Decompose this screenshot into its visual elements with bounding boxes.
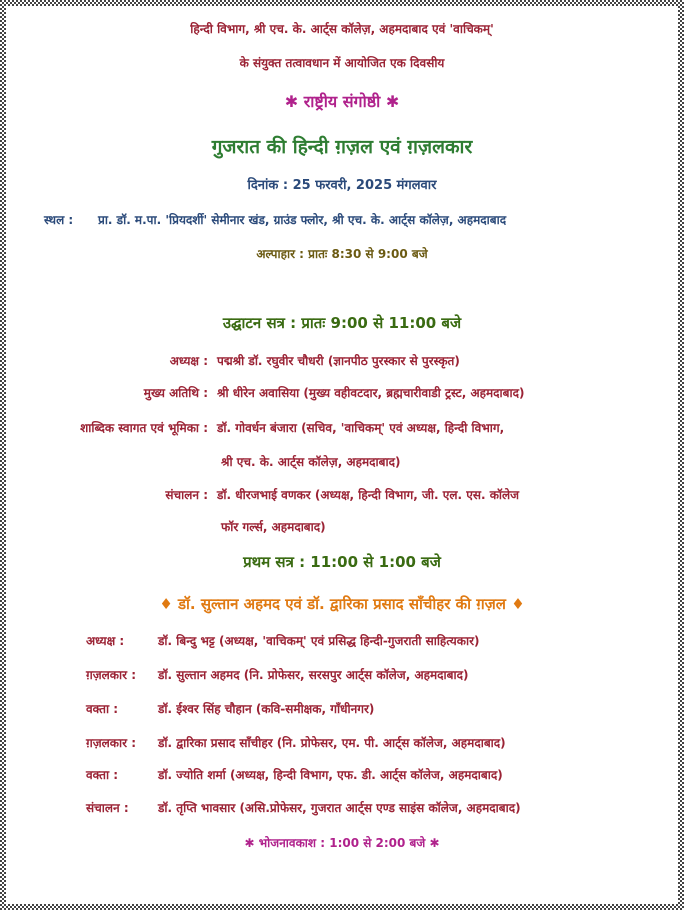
row-label: संचालन : (165, 488, 208, 502)
session-row-value: डॉ. ईश्वर सिंह चौहान (कवि-समीक्षक, गाँधीनगर) (158, 702, 375, 716)
venue-text: प्रा. डॉ. म.पा. 'प्रियदर्शी' सेमीनार खंड, ग्राउंड फ्लोर, श्री एच. के. आर्ट्स कॉलेज़, अहमदाबाद (98, 213, 507, 227)
session-row-value: डॉ. बिन्दु भट्ट (अध्यक्ष, 'वाचिकम्' एवं प्रसिद्ध हिन्दी-गुजराती साहित्यकार) (158, 634, 480, 648)
inaugural-session-heading: उद्घाटन सत्र : प्रातः 9:00 से 11:00 बजे (222, 314, 462, 332)
session-row-value: डॉ. द्वारिका प्रसाद साँचीहर (नि. प्रोफेसर, एम. पी. आर्ट्स कॉलेज, अहमदाबाद) (158, 736, 506, 750)
row-label: मुख्य अतिथि : (143, 386, 208, 400)
asterisk-icon: ✱ (429, 836, 440, 850)
diamond-icon: ♦ (159, 595, 173, 613)
row-value: डॉ. गोवर्धन बंजारा (सचिव, 'वाचिकम्' एवं अध्यक्ष, हिन्दी विभाग, (217, 421, 505, 435)
asterisk-icon: ✱ (385, 92, 400, 111)
first-session-title-text: डॉ. सुल्तान अहमद एवं डॉ. द्वारिका प्रसाद साँचीहर की ग़ज़ल (178, 595, 506, 613)
inaugural-row-anchor-cont: फॉर गर्ल्स, अहमदाबाद) (221, 520, 326, 534)
asterisk-icon: ✱ (244, 836, 255, 850)
first-session-heading: प्रथम सत्र : 11:00 से 1:00 बजे (243, 553, 441, 571)
row-value: पद्मश्री डॉ. रघुवीर चौधरी (ज्ञानपीठ पुरस्कार से पुरस्कृत) (217, 354, 460, 368)
venue-label: स्थल : (44, 213, 74, 227)
lunch-break-text: भोजनावकाश : 1:00 से 2:00 बजे (258, 836, 426, 850)
diamond-icon: ♦ (511, 595, 525, 613)
inaugural-row-welcome-cont: श्री एच. के. आर्ट्स कॉलेज़, अहमदाबाद) (221, 455, 401, 469)
seminar-title (0, 90, 684, 112)
row-value: श्री धीरेन अवासिया (मुख्य वहीवटदार, ब्रह्मचारीवाडी ट्रस्ट, अहमदाबाद) (217, 386, 525, 400)
row-label: अध्यक्ष : (169, 354, 208, 368)
event-date: दिनांक : 25 फरवरी, 2025 मंगलवार (247, 178, 437, 193)
lunch-break (0, 834, 684, 851)
session-row-label: अध्यक्ष : (86, 634, 125, 648)
first-session-title (0, 594, 684, 614)
row-label: शाब्दिक स्वागत एवं भूमिका : (80, 421, 208, 435)
asterisk-icon: ✱ (284, 92, 299, 111)
session-row-label: ग़ज़लकार : (86, 668, 137, 682)
session-row-label: वक्ता : (86, 768, 119, 782)
collaboration-line: के संयुक्त तत्वावधान में आयोजित एक दिवसीय (239, 56, 445, 70)
session-row-value: डॉ. सुल्तान अहमद (नि. प्रोफेसर, सरसपुर आर्ट्स कॉलेज, अहमदाबाद) (158, 668, 469, 682)
session-row-label: ग़ज़लकार : (86, 736, 137, 750)
row-value: डॉ. धीरजभाई वणकर (अध्यक्ष, हिन्दी विभाग, जी. एल. एस. कॉलेज (217, 488, 520, 502)
session-row-label: वक्ता : (86, 702, 119, 716)
session-row-label: संचालन : (86, 801, 129, 815)
session-row-value: डॉ. तृप्ति भावसार (असि.प्रोफेसर, गुजरात आर्ट्स एण्ड साइंस कॉलेज, अहमदाबाद) (158, 801, 521, 815)
main-title: गुजरात की हिन्दी ग़ज़ल एवं ग़ज़लकार (211, 136, 473, 158)
organizer-line: हिन्दी विभाग, श्री एच. के. आर्ट्स कॉलेज़, अहमदाबाद एवं 'वाचिकम्' (190, 22, 494, 36)
seminar-title-text: राष्ट्रीय संगोष्ठी (303, 92, 381, 111)
breakfast-time: अल्पाहार : प्रातः 8:30 से 9:00 बजे (256, 247, 428, 261)
session-row-value: डॉ. ज्योति शर्मा (अध्यक्ष, हिन्दी विभाग, एफ. डी. आर्ट्स कॉलेज, अहमदाबाद) (158, 768, 503, 782)
